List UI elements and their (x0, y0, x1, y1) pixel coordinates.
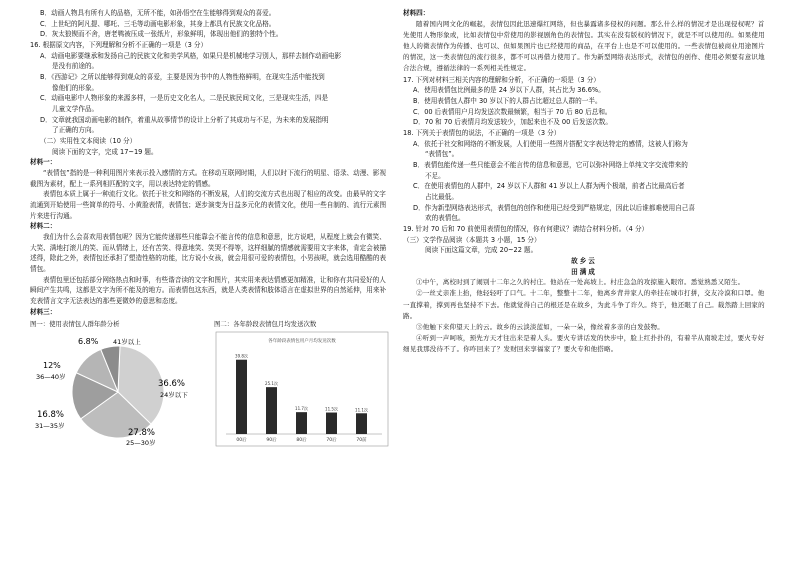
story-para-4: ④听到一声呵咳，预先方天才往出来是着人头。要火专讲话发的快步中，脸上红扑扑的，有着半从南坡走过，要火专好细见我那没待不了。你咋回来了？发财回来享福家了？要火专和他搭略。 (403, 334, 765, 354)
material-2-para-1: 我们为什么会喜欢用表情包呢？因为它能传递那些只能靠会不能言传的信息和意思，比方说吧，从程度上就会有微笑、大笑、满地打滚儿的笑、而从情绪上，还有苦笑、得意地笑、笑哭不得等，这样细腻的情感就需要用文字来体，肯定会被描述得，除此之外，表情包还承担了塑造性格的功能，比方说小女孩，就会用很可爱的表情包，小男孩呢，就会选用酷酷的表情包。 (30, 233, 387, 274)
q16-option-b: B．《西游记》之所以能够得到观众的喜爱，主要是因为书中的人物性格鲜明，在现实生活中能找到 (40, 73, 325, 82)
option-c-line: C．上世纪的阿凡提、哪吒、三毛等动画电影形象，其身上都具有民族文化品格。 (40, 19, 276, 28)
story-title: 故乡云 (571, 256, 597, 265)
section-2-heading: （二）实用性文本阅读（10 分） (40, 137, 137, 146)
q16-option-c-cont: 儿童文学作品。 (52, 105, 99, 114)
bar-value-label: 11.7次 (295, 406, 308, 412)
pie-label-36-pct: 12% (43, 360, 61, 370)
figure-1-title: 图一：使用表情包人群年龄分析 (30, 320, 120, 329)
material-4-para: 随着国内网文化的崛起，表情包因此迅速爆红网络，但也暴露诸多侵权的问题。那么什么样的情况才是出现侵权呢？首先使用人物形象或，比如表情包中常使用的影视剧角色的表情包。其实在没有版权的情况下，就是不可以使用的。如果使用他人的微表情作为传播、也可以、但如果图片也已经使用的商品，在平台上也是不可以使用的。一些表情包被商业用途图片的情况，这一类表情包的流行很多，都不可以再借力使用了。作为新型网络表达形式，表情包的创作、使用必须要有意识地合法合规，遵循法律的一系列相关性规定。 (403, 19, 765, 73)
pie-label-41-age: 41岁以上 (113, 337, 141, 346)
bar-80后 (296, 412, 307, 434)
q18-option-c: C．在使用表情包的人群中，24 岁以下人群和 41 岁以上人群为两个极端，前者占比最高后者 (413, 182, 685, 191)
material-3-label: 材料三： (30, 307, 57, 316)
bar-value-label: 11.5次 (325, 406, 338, 412)
material-1-para-2: 表情包本质上属于一种流行文化。依托于社交和网络的不断发展，人们的交流方式也出现了相应的改变。由最早的文字流通到开始使用一些简单的符号、小黄脸表情，表情包；逐步演变为日益多元化的表情文化，使用一些自制的、流行元素图片来进行沟通。 (30, 190, 387, 220)
q18-option-b: B．表情包能传递一些只能意会不能言传的信息和意思，它可以弥补网络上单纯文字交流带来的 (413, 160, 688, 169)
pie-label-41-pct: 6.8% (78, 336, 99, 346)
bar-value-label: 11.1次 (355, 407, 368, 413)
material-2-label: 材料二： (30, 222, 57, 231)
q17-option-d: D．70 和 70 后表情月均发送较少，加起来也不及 00 后发送次数。 (413, 118, 612, 127)
q18-option-d: D．作为新型网络表达形式，表情包的创作和使用已经受到严格规定，因此以后谁都难使用自己喜 (413, 203, 696, 212)
figure-1 (30, 319, 206, 451)
figure-2-title: 图二：各年龄段表情包月均发送次数 (214, 320, 317, 329)
question-16: 16. 根据原文内容，下列理解和分析不正确的一项是（3 分） (30, 41, 208, 50)
bar-value-label: 25.1次 (265, 381, 278, 387)
q16-option-d: D．文章就我国动画电影的制作，着重从故事情节的设计上分析了其成功与不足，为未来的发展指明 (40, 115, 329, 124)
q16-option-d-cont: 了正确的方向。 (52, 126, 99, 135)
bar-70前 (356, 413, 367, 434)
question-18: 18. 下列关于表情包的说法，不正确的一项是（3 分） (403, 128, 561, 137)
bar-chart (214, 330, 390, 448)
section-2-instruction: 阅读下面的文字，完成 17~19 题。 (52, 147, 158, 156)
pie-chart (30, 330, 206, 448)
pie-label-24-pct: 36.6% (158, 378, 186, 389)
pie-label-25-pct: 27.8% (128, 427, 156, 438)
bar-category-label: 70前 (356, 437, 367, 443)
section-3-instruction: 阅读下面这篇文章，完成 20~22 题。 (425, 246, 538, 255)
option-b-line: B．动画人物具有所有人的品格，无所不能，如孙悟空在生能够得到观众的喜爱。 (40, 9, 276, 17)
q16-option-a-cont: 是没有前途的。 (52, 62, 99, 71)
bar-90后 (266, 387, 277, 434)
section-3-heading: （三）文学作品阅读（本题共 3 小题，15 分） (403, 235, 541, 244)
q18-option-c-cont: 占比最低。 (425, 192, 458, 201)
material-1-label: 材料一： (30, 158, 57, 167)
story-para-3: ③他触下来仰望天上的云。故乡的云淡淡蓝如，一朵一朵，像丝着多亲的白发鼓物。 (416, 322, 664, 331)
pie-label-36-age: 36—40岁 (36, 372, 66, 381)
bar-category-label: 70后 (326, 437, 337, 443)
question-19: 19. 针对 70 后和 70 前使用表情包的情况，你有何建议？请结合材料分析。（4 分） (403, 224, 649, 233)
option-d-line: D．灰太狼锲而不舍，唐老鸭被压成一张纸片，形象鲜明，体现出他们的独特个性。 (40, 30, 283, 39)
material-1-para-1: “表情包”指的是一种利用图片来表示投入感情的方式。在移动互联网时期，人们以时下流行的明星、语录、动漫、影视截图为素材，配上一系列相匹配的文字，用以表达特定的情感。 (30, 169, 387, 188)
figure-2 (214, 319, 390, 451)
left-column (30, 8, 390, 452)
question-17: 17. 下列对材料三相关内容的理解和分析，不正确的一项是（3 分） (403, 75, 600, 84)
pie-label-25-age: 25—30岁 (126, 438, 156, 447)
bar-value-label: 39.8次 (235, 353, 248, 359)
q16-option-a: A．动画电影要继承和发扬自己的民族文化和美学风格，如果只是机械地学习别人，那样去制作动画电影 (40, 51, 342, 60)
q18-option-b-cont: 不足。 (425, 171, 445, 180)
bar-00后 (236, 360, 247, 434)
bar-chart-inner-title: 各年龄段表情包用户月均发送次数 (268, 338, 336, 344)
material-4-label: 材料四： (403, 9, 430, 17)
q18-option-d-cont: 欢的表情包。 (425, 214, 465, 223)
q18-option-a-cont: “表情包”。 (425, 150, 459, 159)
pie-label-24-age: 24岁以下 (160, 390, 188, 399)
bar-70后 (326, 412, 337, 433)
material-2-para-2: 表情包里还包括部分网络热点和时事，有些谐音读的文字和图片，其实用来表达情感更加精准，让和你有共同爱好的人瞬间产生共鸣，这都是文字为所不能及的地方。而表情包这东西，就是人类表情和肢体语言在虚拟世界的自然延伸，用来补充表情言文字无法表达的那些更微妙的意思和态度。 (30, 275, 387, 306)
story-para-1: ①中午，离校时到了闹别十二年之久的村庄。他站在一处高坡上。村庄急急的攻掠施入眼帘。悉觉熟悉又陌生。 (416, 278, 745, 287)
bar-category-label: 00后 (236, 437, 247, 443)
q17-option-c: C．00 后表情用户月均发送次数最频繁，相当于 70 后 80 后总和。 (413, 107, 612, 116)
q17-option-a: A．使用表情包比例最多的是 24 岁以下人群，其占比为 36.6%。 (413, 86, 605, 95)
bar-category-label: 80后 (296, 437, 307, 443)
story-author: 田满成 (571, 267, 597, 276)
story-para-2: ②一丝丈亲准上抬，他轻轻吁了口气。十二年，整整十二年，他离乡背井家人的牵挂在城市打拼，交友冷漠和口罩。他一直撑着，撑到再也坚持不下去。他就觉得自己的根还是在故乡，为此斗争了许久。终于，他还眼了自己。载然踏上回家的路。 (403, 289, 765, 320)
pie-label-31-age: 31—35岁 (35, 421, 65, 430)
q18-option-a: A．依托于社交和网络的不断发展，人们使用一些图片搭配文字表达特定的感情，这被人们称为 (413, 139, 688, 148)
q17-option-b: B．使用表情包人群中 30 岁以下的人群占比超过总人群的一半。 (413, 96, 602, 105)
right-column (403, 8, 765, 356)
q16-option-b-cont: 像他们的形象。 (52, 83, 99, 92)
q16-option-c: C．动画电影中人物形象的来源多样，一是历史文化名人，二是民族民间文化，三是现实生活，四是 (40, 94, 329, 103)
pie-label-31-pct: 16.8% (37, 409, 65, 420)
figures-row (30, 319, 390, 451)
bar-category-label: 90后 (266, 437, 277, 443)
